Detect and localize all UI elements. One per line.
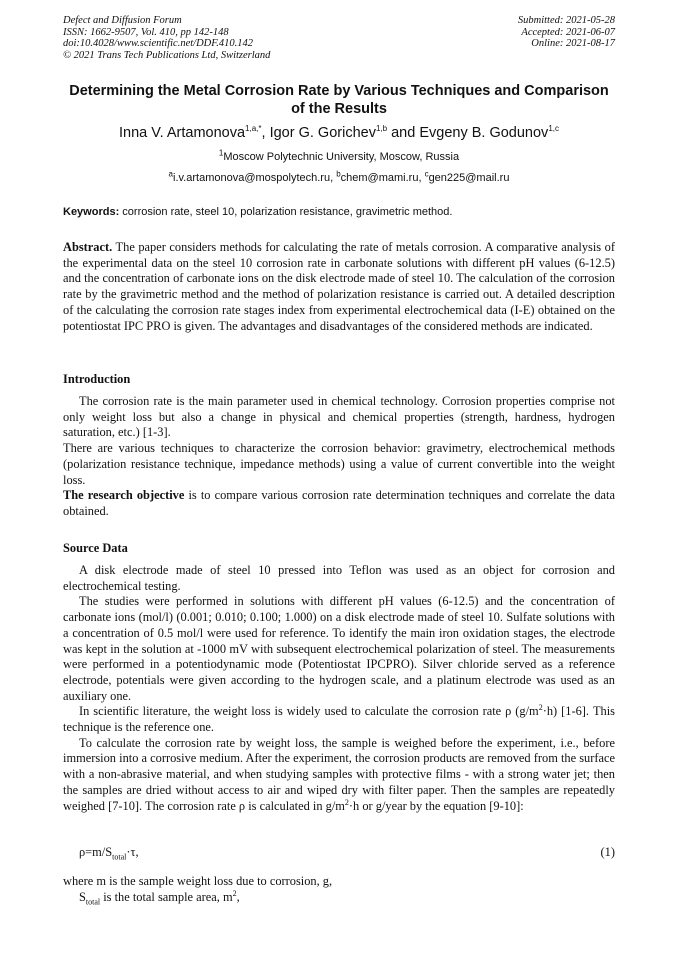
author-separator: , <box>261 125 270 141</box>
superscript: 2 <box>344 797 349 807</box>
affiliation-mark: 1 <box>218 148 224 158</box>
doi-line: doi:10.4028/www.scientific.net/DDF.410.142 <box>63 38 254 49</box>
text-run: is the total sample area, m <box>100 889 233 904</box>
author-list <box>63 124 615 142</box>
abstract-text: The paper considers methods for calculating the rate of metals corrosion. A comparative analysis of the experimental data on the steel 10 corrosion rate in carbonate solutions with different pH values (6-12.5) and the concentration of carbonate ions on the disk electrode made of steel 10. The calculation of the corrosion rate by the gravimetric method and the method of polarization resistance is carried out. A detailed description of the calculating the corrosion rate stages index from experimental electrochemical data (I-E) obtained on the potentiostat IPC PRO is given. The advantages and disadvantages of the considered methods are indicated. <box>63 240 615 333</box>
author-and: and <box>387 125 420 141</box>
journal-header-left <box>63 15 270 61</box>
author-affiliation-mark: 1,c <box>548 124 559 134</box>
source-data-paragraph: The studies were performed in solutions with different pH values (6-12.5) and the concentration of carbonate ions (mol/l) (0.001; 0.010; 0.100; 1.000) on a disk electrode made of steel 10. Sulfate solutions with a concentration of 0.5 mol/l were used for reference. To identify the main iron oxidation stages, the electrode was kept in the solution at -1000 mV with subsequent electrochemical polarization of steel. The measurements were performed in a potentiodynamic mode (Potentiostat IPCPRO). Silver chloride served as a reference electrode, potentials were given according to the hydrogen scale, and a platinum electrode was used as an auxiliary one. <box>63 594 615 703</box>
equation-expression <box>79 845 139 861</box>
source-data-body <box>63 563 615 814</box>
source-data-paragraph <box>63 704 615 735</box>
email-mark: c <box>424 169 429 179</box>
author-name: Igor G. Gorichev <box>269 125 376 141</box>
journal-name: Defect and Diffusion Forum <box>63 15 182 26</box>
affiliation <box>63 150 615 164</box>
author-affiliation-mark: 1,b <box>375 124 388 134</box>
introduction-paragraph: There are various techniques to characterize the corrosion behavior: gravimetry, electrochemical methods (polarization resistance technique, impedance methods) using a value of current convertible into the weight loss. <box>63 441 615 487</box>
source-data-paragraph <box>63 736 615 815</box>
copyright-line: © 2021 Trans Tech Publications Ltd, Switzerland <box>63 49 271 61</box>
text-run: , <box>236 889 240 904</box>
equation-definitions <box>63 874 615 905</box>
source-data-heading: Source Data <box>63 541 128 555</box>
subscript: total <box>112 852 127 862</box>
text-run: ·h or g/year by the equation [9-10]: <box>348 798 524 813</box>
text-run: ·h) [1-6]. This technique is the reference one. <box>63 704 615 735</box>
author-name: Inna V. Artamonova <box>119 125 246 141</box>
introduction-paragraph: The corrosion rate is the main parameter used in chemical technology. Corrosion properties comprise not only weight loss but also a change in physical and chemical properties (strength, hardness, hydrogen saturation, etc.) [1-3]. <box>63 394 615 440</box>
superscript: 2 <box>538 703 543 713</box>
text-run: In scientific literature, the weight loss is widely used to calculate the corrosion rate ρ (g/m <box>79 704 539 719</box>
equation-number: (1) <box>600 845 615 859</box>
text-run: S <box>79 889 86 904</box>
research-objective-text: is to compare various corrosion rate determination techniques and correlate the data obtained. <box>63 488 615 518</box>
affiliation-text: Moscow Polytechnic University, Moscow, Russia <box>223 151 460 163</box>
source-data-paragraph: A disk electrode made of steel 10 pressed into Teflon was used as an object for corrosion and electrochemical testing. <box>63 563 615 593</box>
introduction-body <box>63 394 615 520</box>
accepted-date: Accepted: 2021-06-07 <box>521 26 615 38</box>
keywords <box>63 205 615 219</box>
text-run: ·τ, <box>126 845 139 859</box>
email-link[interactable]: gen225@mail.ru <box>428 172 510 184</box>
definition-line <box>63 890 615 906</box>
abstract-label: Abstract. <box>63 240 113 254</box>
research-objective-paragraph <box>63 488 615 519</box>
submitted-date: Submitted: 2021-05-28 <box>517 15 615 26</box>
issn-line: ISSN: 1662-9507, Vol. 410, pp 142-148 <box>63 26 229 38</box>
email-mark: a <box>168 169 173 179</box>
email-link[interactable]: chem@mami.ru, <box>340 172 425 184</box>
email-mark: b <box>336 169 341 179</box>
author-name: Evgeny B. Godunov <box>419 125 549 141</box>
keywords-label: Keywords: <box>63 206 120 218</box>
research-objective-label: The research objective <box>63 488 185 503</box>
superscript: 2 <box>232 888 237 898</box>
paper-title: Determining the Metal Corrosion Rate by Various Techniques and Comparison of the Results <box>69 83 609 117</box>
keywords-text: corrosion rate, steel 10, polarization resistance, gravimetric method. <box>119 206 453 218</box>
text-run: ρ=m/S <box>79 845 113 859</box>
online-date: Online: 2021-08-17 <box>531 38 615 49</box>
text-run: To calculate the corrosion rate by weight loss, the sample is weighed before the experiment, i.e., before immersion into a corrosive medium. After the experiment, the corrosion products are removed from the surface with a non-abrasive material, and when studying samples with protective films - with a strong water jet; then the samples are dried without access to air and wiped dry with filter paper. Then the samples are repeatedly weighed [7-10]. The corrosion rate ρ is calculated in g/m <box>63 735 615 813</box>
author-emails <box>63 171 615 185</box>
abstract <box>63 240 615 334</box>
author-affiliation-mark: 1,a,* <box>245 124 262 134</box>
definition-line: where m is the sample weight loss due to corrosion, g, <box>63 874 333 888</box>
journal-header-right <box>518 15 615 50</box>
subscript: total <box>85 897 101 907</box>
email-link[interactable]: i.v.artamonova@mospolytech.ru, <box>173 172 337 184</box>
introduction-heading: Introduction <box>63 372 131 386</box>
